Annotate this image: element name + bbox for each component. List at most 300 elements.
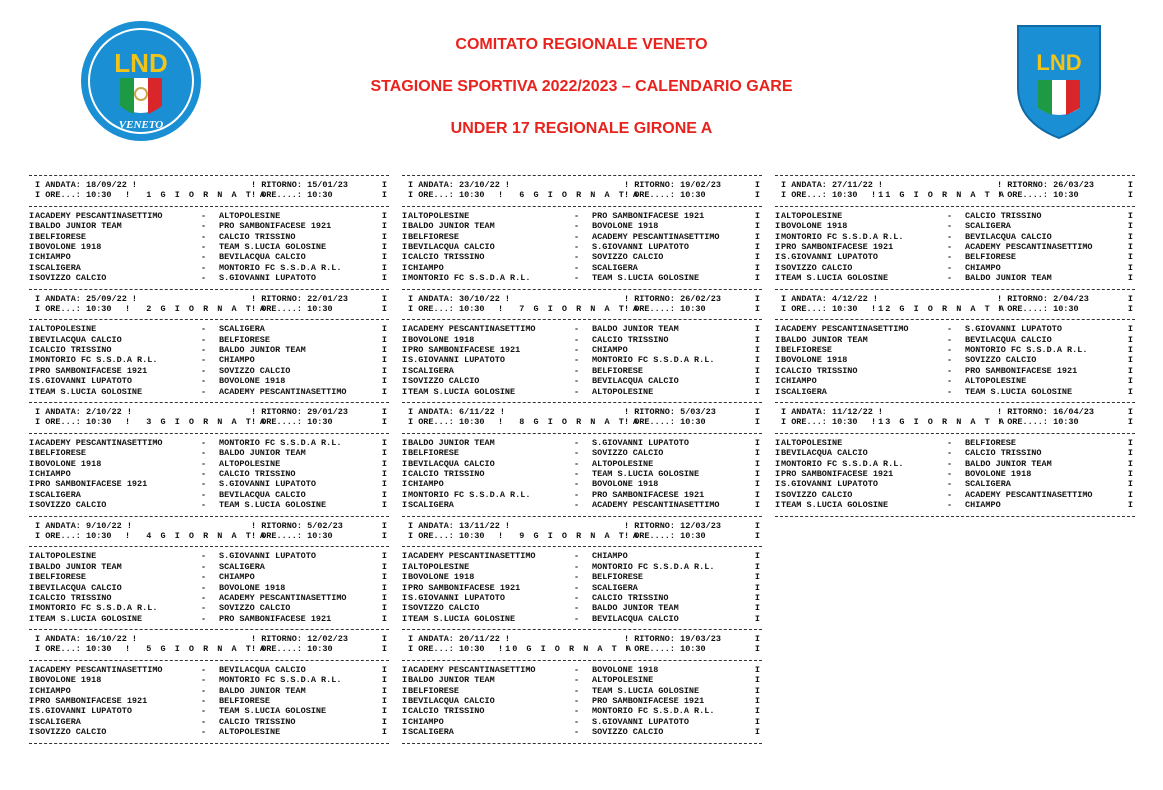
separator-line (402, 629, 762, 630)
away-team: CHIAMPO (592, 345, 628, 356)
match-dash: - (201, 262, 207, 273)
match-dash: - (201, 273, 207, 284)
bar-left: I (29, 210, 35, 221)
bar-right: I (1127, 500, 1133, 511)
match-row (400, 717, 762, 727)
bar-right: I (1127, 458, 1133, 469)
bar-right: I (381, 551, 387, 562)
giornata-number: ! 3 G I O R N A T A (125, 417, 268, 428)
bar-right: I (381, 592, 387, 603)
bar-left: I (775, 500, 781, 511)
away-team: TEAM S.LUCIA GOLOSINE (592, 273, 700, 284)
match-dash: - (201, 345, 207, 356)
match-dash: - (201, 613, 207, 624)
home-team: S.GIOVANNI LUPATOTO (781, 252, 878, 263)
home-team: ALTOPOLESINE (35, 324, 97, 335)
home-team: ALTOPOLESINE (781, 437, 843, 448)
away-team: PRO SAMBONIFACESE 1921 (219, 613, 332, 624)
home-team: S.GIOVANNI LUPATOTO (35, 706, 132, 717)
match-dash: - (947, 448, 953, 459)
kickoff-time-return: ! ORE....: 10:30 (251, 190, 333, 201)
giornata-block (400, 175, 762, 284)
column-3 (773, 167, 1135, 521)
match-dash: - (947, 221, 953, 232)
bar-left: I (29, 706, 35, 717)
home-team: TEAM S.LUCIA GOLOSINE (781, 500, 889, 511)
away-team: BEVILACQUA CALCIO (219, 664, 306, 675)
giornata-dates-row (400, 634, 762, 644)
ritorno-date: ! RITORNO: 26/03/23 (997, 180, 1094, 190)
match-row (27, 263, 389, 273)
home-team: MONTORIO FC S.S.D.A R.L. (35, 603, 158, 614)
bar-right: I (381, 520, 387, 531)
home-team: SCALIGERA (35, 716, 81, 727)
match-row (400, 583, 762, 593)
away-team: CHIAMPO (965, 500, 1001, 511)
bar-right: I (754, 592, 760, 603)
home-team: ALTOPOLESINE (408, 210, 470, 221)
kickoff-time: I ORE...: 10:30 (35, 190, 112, 201)
andata-date: I ANDATA: 6/11/22 ! (408, 407, 505, 418)
giornata-number-row (773, 417, 1135, 427)
bar-right: I (381, 448, 387, 459)
giornata-dates-row (773, 180, 1135, 190)
bar-right: I (381, 696, 387, 707)
match-dash: - (201, 664, 207, 675)
bar-right: I (754, 706, 760, 717)
match-dash: - (201, 603, 207, 614)
separator-line (775, 402, 1135, 403)
match-row (400, 562, 762, 572)
away-team: PRO SAMBONIFACESE 1921 (219, 221, 332, 232)
away-team: BEVILACQUA CALCIO (219, 489, 306, 500)
match-row (400, 665, 762, 675)
bar-right: I (754, 634, 760, 645)
away-team: CHIAMPO (219, 355, 255, 366)
home-team: SOVIZZO CALCIO (408, 376, 480, 387)
kickoff-time-return: ! ORE....: 10:30 (624, 190, 706, 201)
bar-right: I (381, 530, 387, 541)
bar-left: I (402, 365, 408, 376)
bar-right: I (381, 334, 387, 345)
match-dash: - (201, 334, 207, 345)
match-dash: - (574, 252, 580, 263)
bar-right: I (1127, 448, 1133, 459)
match-dash: - (574, 221, 580, 232)
match-row (27, 593, 389, 603)
giornata-block (773, 289, 1135, 398)
andata-date: I ANDATA: 20/11/22 ! (408, 634, 511, 645)
away-team: BEVILACQUA CALCIO (592, 613, 679, 624)
match-dash: - (201, 241, 207, 252)
bar-right: I (754, 468, 760, 479)
match-row (400, 387, 762, 397)
away-team: SCALIGERA (219, 324, 265, 335)
match-dash: - (947, 262, 953, 273)
away-team: ACADEMY PESCANTINASETTIMO (592, 231, 720, 242)
column-2 (400, 167, 762, 748)
bar-left: I (29, 365, 35, 376)
match-dash: - (947, 355, 953, 366)
ritorno-date: ! RITORNO: 2/04/23 (997, 293, 1089, 304)
giornata-number: !11 G I O R N A T A (871, 190, 1006, 201)
away-team: ALTOPOLESINE (965, 376, 1027, 387)
away-team: PRO SAMBONIFACESE 1921 (965, 365, 1078, 376)
home-team: SOVIZZO CALCIO (408, 603, 480, 614)
bar-left: I (29, 685, 35, 696)
away-team: S.GIOVANNI LUPATOTO (219, 551, 316, 562)
match-dash: - (947, 489, 953, 500)
match-row (400, 355, 762, 365)
match-row (400, 500, 762, 510)
match-dash: - (947, 376, 953, 387)
match-dash: - (947, 210, 953, 221)
giornata-number: ! 5 G I O R N A T A (125, 644, 268, 655)
bar-left: I (29, 273, 35, 284)
match-row (27, 696, 389, 706)
away-team: TEAM S.LUCIA GOLOSINE (219, 500, 327, 511)
match-row (27, 490, 389, 500)
kickoff-time-return: ! ORE....: 10:30 (624, 417, 706, 428)
bar-right: I (754, 273, 760, 284)
kickoff-time-return: ! ORE....: 10:30 (251, 417, 333, 428)
match-row (400, 438, 762, 448)
separator-line (775, 516, 1135, 517)
bar-right: I (754, 685, 760, 696)
away-team: MONTORIO FC S.S.D.A R.L. (219, 437, 342, 448)
away-team: ACADEMY PESCANTINASETTIMO (965, 489, 1093, 500)
match-row (27, 221, 389, 231)
separator-line (775, 206, 1135, 207)
bar-left: I (775, 334, 781, 345)
away-team: BEVILACQUA CALCIO (592, 376, 679, 387)
home-team: TEAM S.LUCIA GOLOSINE (408, 613, 516, 624)
andata-date: I ANDATA: 27/11/22 ! (781, 180, 884, 190)
match-row (27, 551, 389, 561)
home-team: BOVOLONE 1918 (35, 675, 102, 686)
away-team: ACADEMY PESCANTINASETTIMO (219, 386, 347, 397)
away-team: BEVILACQUA CALCIO (965, 334, 1052, 345)
home-team: SOVIZZO CALCIO (35, 727, 107, 738)
separator-line (775, 175, 1135, 176)
bar-right: I (1127, 386, 1133, 397)
match-dash: - (201, 210, 207, 221)
home-team: MONTORIO FC S.S.D.A R.L. (781, 458, 904, 469)
giornata-number: !10 G I O R N A T A (498, 644, 633, 655)
match-row (773, 469, 1135, 479)
separator-line (29, 743, 389, 744)
kickoff-time-return: ! ORE....: 10:30 (251, 644, 333, 655)
giornata-number-row (400, 190, 762, 200)
home-team: CALCIO TRISSINO (35, 345, 112, 356)
bar-left: I (29, 551, 35, 562)
away-team: ALTOPOLESINE (592, 458, 654, 469)
bar-left: I (775, 273, 781, 284)
bar-left: I (775, 355, 781, 366)
away-team: MONTORIO FC S.S.D.A R.L. (592, 355, 715, 366)
bar-right: I (754, 345, 760, 356)
bar-right: I (381, 489, 387, 500)
bar-right: I (381, 706, 387, 717)
away-team: MONTORIO FC S.S.D.A R.L. (219, 675, 342, 686)
separator-line (29, 629, 389, 630)
home-team: BEVILACQUA CALCIO (408, 696, 495, 707)
bar-left: I (29, 572, 35, 583)
match-dash: - (201, 458, 207, 469)
bar-left: I (402, 706, 408, 717)
kickoff-time-return: ! ORE....: 10:30 (997, 190, 1079, 201)
bar-left: I (775, 386, 781, 397)
giornata-block (400, 289, 762, 398)
bar-right: I (381, 468, 387, 479)
bar-right: I (381, 500, 387, 511)
bar-right: I (381, 727, 387, 738)
bar-right: I (381, 582, 387, 593)
bar-right: I (381, 273, 387, 284)
away-team: SOVIZZO CALCIO (219, 365, 291, 376)
bar-right: I (381, 355, 387, 366)
separator-line (29, 206, 389, 207)
bar-right: I (754, 437, 760, 448)
match-dash: - (201, 551, 207, 562)
bar-left: I (29, 355, 35, 366)
match-row (773, 490, 1135, 500)
home-team: ALTOPOLESINE (781, 210, 843, 221)
bar-right: I (381, 221, 387, 232)
bar-left: I (29, 479, 35, 490)
separator-line (29, 516, 389, 517)
home-team: CHIAMPO (408, 716, 444, 727)
kickoff-time: I ORE...: 10:30 (781, 303, 858, 314)
match-dash: - (201, 437, 207, 448)
match-row (773, 459, 1135, 469)
bar-left: I (402, 458, 408, 469)
match-row (400, 706, 762, 716)
bar-left: I (402, 716, 408, 727)
home-team: CALCIO TRISSINO (35, 592, 112, 603)
separator-line (402, 319, 762, 320)
bar-right: I (381, 479, 387, 490)
match-dash: - (201, 592, 207, 603)
bar-right: I (754, 262, 760, 273)
home-team: CHIAMPO (35, 252, 71, 263)
match-dash: - (201, 448, 207, 459)
andata-date: I ANDATA: 4/12/22 ! (781, 293, 878, 304)
ritorno-date: ! RITORNO: 26/02/23 (624, 293, 721, 304)
match-row (27, 273, 389, 283)
giornata-block (27, 629, 389, 738)
match-dash: - (947, 458, 953, 469)
bar-right: I (1127, 355, 1133, 366)
separator-line (402, 175, 762, 176)
bar-left: I (402, 345, 408, 356)
bar-right: I (754, 407, 760, 418)
separator-line (402, 516, 762, 517)
giornata-number: ! 7 G I O R N A T A (498, 303, 641, 314)
andata-date: I ANDATA: 13/11/22 ! (408, 520, 511, 531)
away-team: CHIAMPO (219, 572, 255, 583)
ritorno-date: ! RITORNO: 29/01/23 (251, 407, 348, 418)
match-dash: - (574, 592, 580, 603)
away-team: S.GIOVANNI LUPATOTO (219, 479, 316, 490)
match-row (27, 376, 389, 386)
match-dash: - (201, 468, 207, 479)
header-line-3: UNDER 17 REGIONALE GIRONE A (450, 120, 713, 137)
bar-right: I (1127, 479, 1133, 490)
home-team: PRO SAMBONIFACESE 1921 (35, 365, 148, 376)
bar-right: I (381, 376, 387, 387)
home-team: BALDO JUNIOR TEAM (35, 561, 122, 572)
bar-right: I (754, 303, 760, 314)
away-team: MONTORIO FC S.S.D.A R.L. (219, 262, 342, 273)
separator-line (402, 546, 762, 547)
match-row (773, 252, 1135, 262)
home-team: PRO SAMBONIFACESE 1921 (781, 468, 894, 479)
home-team: SCALIGERA (35, 262, 81, 273)
bar-left: I (29, 262, 35, 273)
separator-line (402, 206, 762, 207)
header-line-2: STAGIONE SPORTIVA 2022/2023 – CALENDARIO GARE (370, 78, 793, 95)
bar-left: I (402, 210, 408, 221)
giornata-dates-row (27, 294, 389, 304)
away-team: SOVIZZO CALCIO (965, 355, 1037, 366)
match-dash: - (574, 273, 580, 284)
giornata-number-row (27, 304, 389, 314)
home-team: BELFIORESE (781, 345, 833, 356)
bar-left: I (29, 345, 35, 356)
away-team: TEAM S.LUCIA GOLOSINE (965, 386, 1073, 397)
bar-left: I (775, 365, 781, 376)
bar-right: I (381, 386, 387, 397)
match-dash: - (574, 468, 580, 479)
ritorno-date: ! RITORNO: 5/02/23 (251, 520, 343, 531)
away-team: SCALIGERA (592, 582, 638, 593)
bar-left: I (402, 696, 408, 707)
bar-right: I (754, 520, 760, 531)
home-team: BALDO JUNIOR TEAM (35, 221, 122, 232)
bar-left: I (29, 489, 35, 500)
bar-left: I (402, 324, 408, 335)
match-row (400, 221, 762, 231)
kickoff-time-return: ! ORE....: 10:30 (997, 417, 1079, 428)
match-dash: - (574, 551, 580, 562)
match-dash: - (574, 437, 580, 448)
giornata-block (27, 175, 389, 284)
bar-left: I (775, 479, 781, 490)
giornata-dates-row (400, 407, 762, 417)
home-team: S.GIOVANNI LUPATOTO (408, 592, 505, 603)
bar-left: I (402, 551, 408, 562)
bar-right: I (754, 675, 760, 686)
bar-right: I (381, 458, 387, 469)
match-dash: - (574, 355, 580, 366)
bar-left: I (29, 241, 35, 252)
bar-right: I (381, 324, 387, 335)
match-dash: - (201, 386, 207, 397)
match-dash: - (201, 221, 207, 232)
match-row (773, 324, 1135, 334)
bar-right: I (754, 458, 760, 469)
away-team: ALTOPOLESINE (592, 386, 654, 397)
away-team: S.GIOVANNI LUPATOTO (965, 324, 1062, 335)
match-row (773, 335, 1135, 345)
bar-left: I (29, 716, 35, 727)
home-team: CALCIO TRISSINO (408, 252, 485, 263)
bar-left: I (775, 262, 781, 273)
giornata-number-row (773, 304, 1135, 314)
bar-right: I (754, 324, 760, 335)
match-dash: - (201, 479, 207, 490)
home-team: MONTORIO FC S.S.D.A R.L. (408, 489, 531, 500)
bar-right: I (754, 603, 760, 614)
bar-right: I (1127, 437, 1133, 448)
home-team: ACADEMY PESCANTINASETTIMO (35, 210, 163, 221)
bar-left: I (29, 592, 35, 603)
match-dash: - (574, 664, 580, 675)
giornata-number: ! 8 G I O R N A T A (498, 417, 641, 428)
bar-left: I (29, 664, 35, 675)
page-header (0, 0, 1163, 160)
bar-left: I (775, 241, 781, 252)
match-row (400, 376, 762, 386)
bar-left: I (402, 500, 408, 511)
bar-right: I (754, 696, 760, 707)
away-team: BELFIORESE (592, 572, 644, 583)
home-team: TEAM S.LUCIA GOLOSINE (35, 613, 143, 624)
match-dash: - (574, 376, 580, 387)
bar-right: I (754, 716, 760, 727)
giornata-number-row (400, 417, 762, 427)
home-team: BALDO JUNIOR TEAM (781, 334, 868, 345)
bar-right: I (1127, 345, 1133, 356)
match-dash: - (947, 365, 953, 376)
bar-right: I (754, 190, 760, 201)
bar-left: I (402, 603, 408, 614)
away-team: BEVILACQUA CALCIO (965, 231, 1052, 242)
match-row (27, 211, 389, 221)
bar-left: I (402, 582, 408, 593)
match-dash: - (574, 334, 580, 345)
giornata-number-row (27, 531, 389, 541)
away-team: BALDO JUNIOR TEAM (219, 345, 306, 356)
bar-right: I (1127, 273, 1133, 284)
bar-right: I (754, 252, 760, 263)
giornata-block (27, 289, 389, 398)
match-dash: - (574, 613, 580, 624)
bar-right: I (1127, 324, 1133, 335)
bar-left: I (29, 696, 35, 707)
bar-left: I (775, 448, 781, 459)
away-team: SCALIGERA (592, 262, 638, 273)
away-team: S.GIOVANNI LUPATOTO (592, 241, 689, 252)
bar-left: I (402, 252, 408, 263)
giornata-number-row (400, 644, 762, 654)
kickoff-time: I ORE...: 10:30 (408, 530, 485, 541)
bar-right: I (754, 727, 760, 738)
away-team: S.GIOVANNI LUPATOTO (219, 273, 316, 284)
kickoff-time-return: ! ORE....: 10:30 (251, 530, 333, 541)
giornata-number-row (773, 190, 1135, 200)
away-team: MONTORIO FC S.S.D.A R.L. (592, 706, 715, 717)
match-dash: - (201, 365, 207, 376)
giornata-number: ! 1 G I O R N A T A (125, 190, 268, 201)
bar-right: I (754, 530, 760, 541)
away-team: BOVOLONE 1918 (219, 582, 286, 593)
match-row (27, 500, 389, 510)
giornata-dates-row (773, 294, 1135, 304)
match-row (27, 479, 389, 489)
home-team: CHIAMPO (781, 376, 817, 387)
